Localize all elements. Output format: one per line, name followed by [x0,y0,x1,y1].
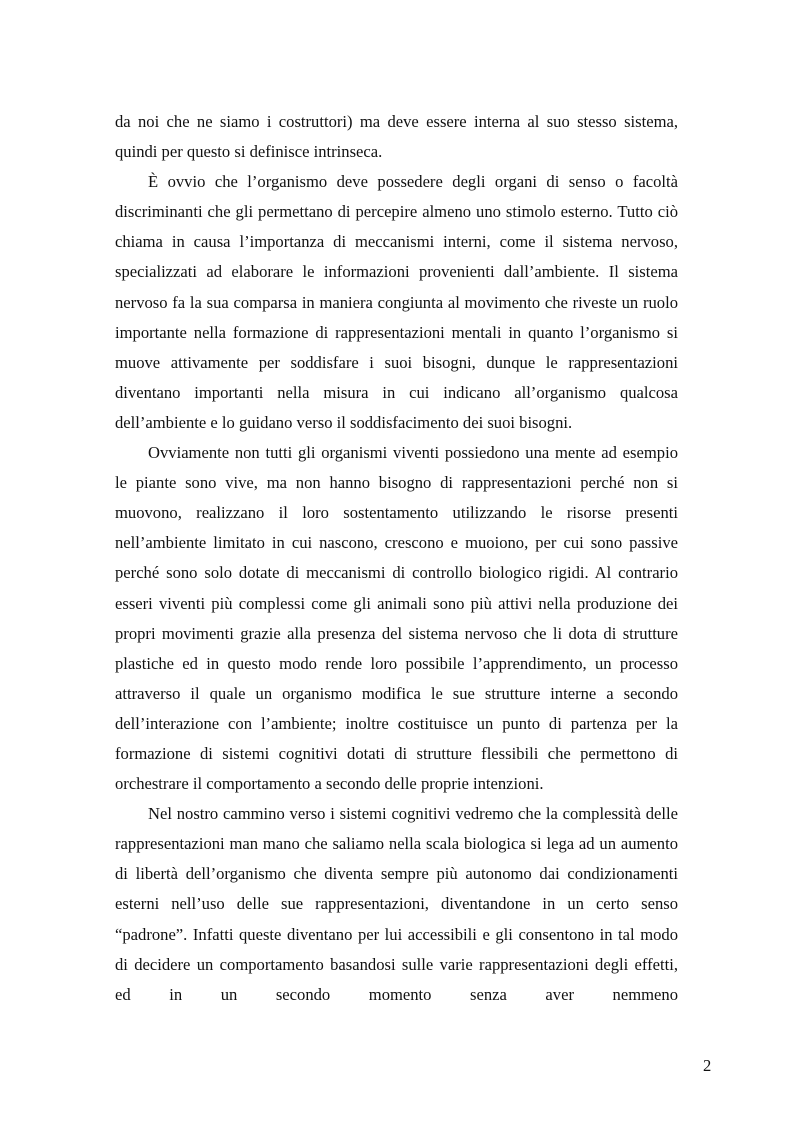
paragraph-sensory-organs: È ovvio che l’organismo deve possedere degli organi di senso o facoltà discriminanti che gli permettano di percepire almeno uno stimolo esterno. Tutto ciò chiama in causa l’importanza di meccanismi interni, come il sistema nervoso, specializzati ad elaborare le informazioni provenienti dall’ambiente. Il sistema nervoso fa la sua comparsa in maniera congiunta al movimento che riveste un ruolo importante nella formazione di rappresentazioni mentali in quanto l’organismo si muove attivamente per soddisfare i suoi bisogni, dunque le rappresentazioni diventano importanti nella misura in cui indicano all’organismo qualcosa dell’ambiente e lo guidano verso il soddisfacimento dei suoi bisogni. [115,172,678,432]
paragraph-continuation: da noi che ne siamo i costruttori) ma deve essere interna al suo stesso sistema, quindi per questo si definisce intrinseca. [115,112,678,162]
paragraph-cognitive-systems: Nel nostro cammino verso i sistemi cognitivi vedremo che la complessità delle rappresentazioni man mano che saliamo nella scala biologica si lega ad un aumento di libertà dell’organismo che diventa sempre più autonomo dai condizionamenti esterni nell’uso delle sue rappresentazioni, diventandone in un certo senso “padrone”. Infatti queste diventano per lui accessibili e gli consentono in tal modo di decidere un comportamento basandosi sulle varie rappresentazioni degli effetti, ed in un secondo momento senza aver nemmeno [115,804,678,1004]
body-text [115,107,678,1010]
page-number: 2 [703,1056,712,1075]
paragraph-living-organisms: Ovviamente non tutti gli organismi viventi possiedono una mente ad esempio le piante sono vive, ma non hanno bisogno di rappresentazioni perché non si muovono, realizzano il loro sostentamento utilizzando le risorse presenti nell’ambiente limitato in cui nascono, crescono e muoiono, per cui sono passive perché sono solo dotate di meccanismi di controllo biologico rigidi. Al contrario esseri viventi più complessi come gli animali sono più attivi nella produzione dei propri movimenti grazie alla presenza del sistema nervoso che li dota di strutture plastiche ed in questo modo rende loro possibile l’apprendimento, un processo attraverso il quale un organismo modifica le sue strutture interne a secondo dell’interazione con l’ambiente; inoltre costituisce un punto di partenza per la formazione di sistemi cognitivi dotati di strutture flessibili che permettono di orchestrare il comportamento a secondo delle proprie intenzioni. [115,443,678,794]
